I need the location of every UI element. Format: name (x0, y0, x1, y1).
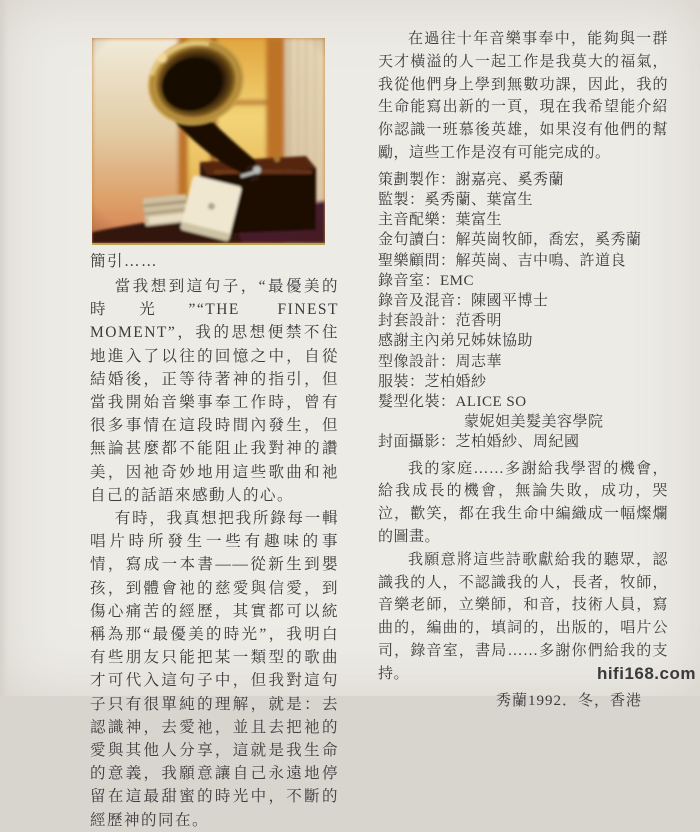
family-paragraph: 我的家庭……多謝給我學習的機會，給我成長的機會，無論失敗，成功，哭泣，歡笑，都在我生命中編織成一幅燦爛的圖畫。 (378, 460, 668, 546)
left-column (90, 38, 339, 832)
credit-line: 封套設計：范香明 (378, 313, 503, 330)
left-paragraph-1: 當我想到這句子，“最優美的時光”“THE FINEST MOMENT”，我的思想便禁不住地進入了以往的回憶之中，自從結婚後，正等待著神的指引，但當我開始音樂事奉工作時，曾有很多事情在這段時間內發生，但無論甚麼都不能阻止我對神的讚美，因祂奇妙地用這些歌曲和祂自己的話語來感動人的心。 (90, 278, 339, 504)
watermark-text: hifi168.com (596, 664, 696, 683)
credit-line: 服裝：芝柏婚紗 (378, 373, 487, 390)
signature-line: 秀蘭1992．冬，香港 (495, 692, 642, 709)
dedication-paragraph: 我願意將這些詩歌獻給我的聽眾，認識我的人，不認識我的人，長者，牧師，音樂老師，立樂師，和音，技術人員，寫曲的，編曲的，填詞的，出版的，唱片公司，錄音室，書局……多謝你們給我的支持。 (378, 551, 668, 682)
intro-paragraph: 在過往十年音樂事奉中，能夠與一群天才橫溢的人一起工作是我莫大的福氣，我從他們身上學到無數功課，因此，我的生命能寫出新的一頁，現在我希望能介紹你認識一班慕後英雄，如果沒有他們的幫勵，這些工作是沒有可能完成的。 (378, 31, 668, 161)
credit-line: 封面攝影：芝柏婚紗、周紀國 (378, 434, 580, 451)
credit-line: 監製：奚秀蘭、葉富生 (378, 191, 534, 208)
gramophone-illustration (92, 38, 325, 243)
credit-line-continuation: 蒙妮妲美髮美容學院 (464, 414, 604, 431)
credit-line: 型像設計：周志華 (378, 353, 503, 370)
credit-line: 錄音室：EMC (378, 272, 475, 289)
section-caption: 簡引…… (90, 253, 159, 270)
credit-line: 聖樂顧問：解英崗、吉中鳴、許道良 (378, 252, 627, 269)
right-column (378, 28, 668, 710)
credit-line: 策劃製作：謝嘉亮、奚秀蘭 (378, 171, 565, 188)
credit-line: 主音配樂：葉富生 (378, 212, 503, 229)
gramophone-photo (92, 38, 325, 245)
scan-edge-shade (0, 0, 8, 696)
credit-line: 錄音及混音：陳國平博士 (378, 293, 549, 309)
credit-line: 感謝主內弟兄姊妹協助 (378, 333, 534, 350)
left-paragraph-2: 有時，我真想把我所錄每一輯唱片時所發生一些有趣味的事情，寫成一本書——從新生到嬰孩，到體會祂的慈愛與信愛，到傷心痛苦的經歷，其實都可以統稱為那“最優美的時光”，我明白有些朋友只能把某一類型的歌曲才可代入這句子中，但我對這句子只有很單純的理解，就是：去認識神，去愛祂，並且去把祂的愛與其他人分享，這就是我生命的意義，我願意讓自己永遠地停留在這最甜蜜的時光中，不斷的經歷神的同在。 (90, 510, 339, 829)
credit-line: 髮型化裝：ALICE SO (378, 394, 527, 411)
credits-list (378, 170, 668, 453)
credit-line: 金句讀白：解英崗牧師，喬宏，奚秀蘭 (378, 232, 642, 249)
